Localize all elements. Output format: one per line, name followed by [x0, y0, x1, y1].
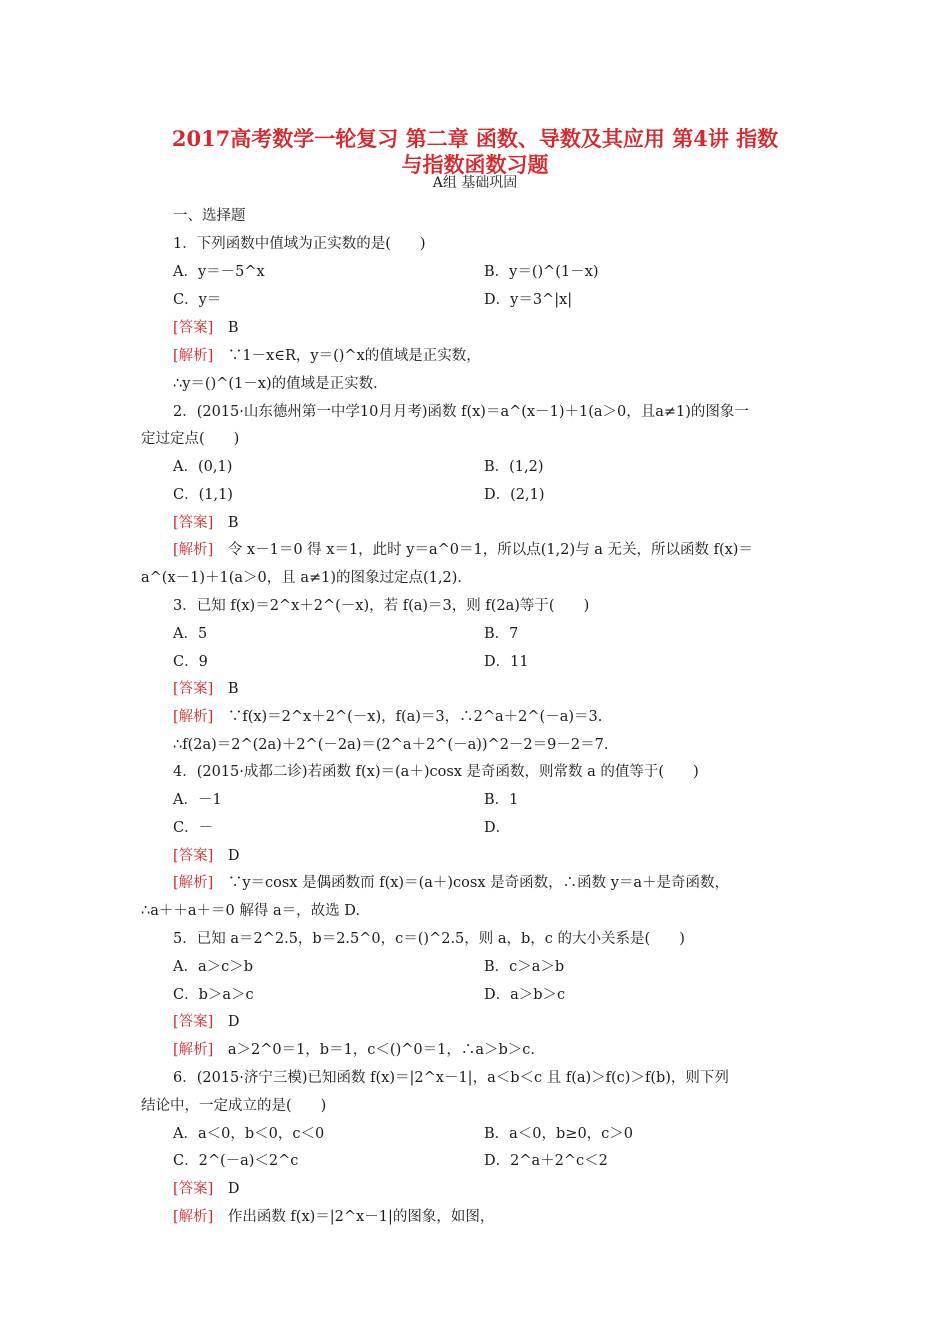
text-line: [173, 291, 221, 309]
answer-tag: [解析]: [173, 542, 214, 558]
text-line: [173, 235, 426, 253]
line-text: B．a＜0，b≥0，c＞0: [484, 1126, 634, 1142]
line-text: ∴y＝()^(1－x)的值域是正实数．: [173, 376, 388, 392]
text-line: [484, 1125, 633, 1143]
text-line: [173, 486, 233, 504]
document-title-line1: 2017高考数学一轮复习 第二章 函数、导数及其应用 第4讲 指数: [171, 126, 779, 151]
line-text: ∵1－x∈R，y＝()^x的值域是正实数，: [213, 348, 481, 364]
text-line: [484, 653, 529, 671]
line-text: B: [213, 681, 239, 697]
text-line: [173, 625, 207, 643]
document-title-line2: 与指数函数习题: [401, 152, 549, 177]
line-text: C．(1,1): [173, 487, 233, 503]
line-text: 令 x－1＝0 得 x＝1，此时 y＝a^0＝1，所以点(1,2)与 a 无关，所以函数 f(x)＝: [213, 542, 753, 558]
text-line: [173, 1152, 298, 1170]
line-text: 定过定点( ): [141, 431, 240, 447]
line-text: D: [213, 1014, 240, 1030]
text-line: [173, 1069, 729, 1087]
answer-tag: [解析]: [173, 709, 214, 725]
line-text: a＞2^0＝1，b＝1，c＜()^0＝1，∴a＞b＞c.: [213, 1042, 535, 1058]
text-line: [173, 1041, 535, 1059]
line-text: C．－: [173, 820, 214, 836]
text-line: [173, 847, 239, 865]
text-line: [173, 541, 753, 559]
line-text: B: [213, 320, 239, 336]
text-line: [173, 403, 749, 421]
line-text: ∵y＝cosx 是偶函数而 f(x)＝(a＋)cosx 是奇函数，∴函数 y＝a＋是奇函数，: [213, 875, 730, 891]
line-text: A．a＜0，b＜0，c＜0: [173, 1126, 325, 1142]
answer-tag: [解析]: [173, 875, 214, 891]
line-text: D．2^a＋2^c＜2: [484, 1153, 608, 1169]
text-line: [173, 819, 213, 837]
text-line: [173, 680, 238, 698]
text-line: [141, 430, 239, 448]
text-line: [484, 958, 564, 976]
text-line: [173, 653, 208, 671]
line-text: B．1: [484, 792, 519, 808]
text-line: [484, 819, 510, 837]
text-line: [173, 458, 232, 476]
line-text: ∴a＋＋a＋＝0 解得 a＝，故选 D.: [141, 903, 360, 919]
text-line: [173, 1125, 324, 1143]
line-text: A．y＝－5^x: [173, 264, 265, 280]
answer-tag: [答案]: [173, 1181, 214, 1197]
line-text: 4．(2015·成都二诊)若函数 f(x)＝(a＋)cosx 是奇函数，则常数 a 的值等于( ): [173, 764, 699, 780]
line-text: A．a＞c＞b: [173, 959, 254, 975]
text-line: [484, 791, 518, 809]
line-text: 3．已知 f(x)＝2^x＋2^(－x)，若 f(a)＝3，则 f(2a)等于( ): [173, 598, 590, 614]
text-line: [173, 930, 685, 948]
line-text: A．5: [173, 626, 208, 642]
line-text: ∴f(2a)＝2^(2a)＋2^(－2a)＝(2^a＋2^(－a))^2－2＝9－2＝7.: [173, 737, 609, 753]
line-text: 6．(2015·济宁三模)已知函数 f(x)＝|2^x－1|，a＜b＜c 且 f(a)＞f(c)＞f(b)，则下列: [173, 1070, 729, 1086]
line-text: 结论中，一定成立的是( ): [141, 1098, 327, 1114]
text-line: [173, 763, 699, 781]
text-line: [484, 986, 565, 1004]
line-text: a^(x－1)＋1(a＞0，且 a≠1)的图象过定点(1,2)．: [141, 570, 472, 586]
text-line: [484, 625, 518, 643]
text-line: [484, 1152, 608, 1170]
line-text: D．11: [484, 654, 529, 670]
line-text: D．y＝3^|x|: [484, 292, 573, 308]
line-text: 作出函数 f(x)＝|2^x－1|的图象，如图，: [213, 1209, 495, 1225]
line-text: C．y＝: [173, 292, 222, 308]
text-line: [141, 902, 360, 920]
answer-tag: [答案]: [173, 1014, 214, 1030]
section-heading: 一、选择题: [173, 208, 246, 224]
group-subtitle: A组 基础巩固: [432, 175, 518, 191]
text-line: [173, 514, 238, 532]
line-text: C．2^(－a)＜2^c: [173, 1153, 299, 1169]
text-line: [173, 1013, 239, 1031]
text-line: [173, 708, 602, 726]
answer-tag: [答案]: [173, 681, 214, 697]
text-line: [484, 263, 599, 281]
text-line: [173, 736, 608, 754]
line-text: D: [213, 1181, 240, 1197]
answer-tag: [解析]: [173, 1042, 214, 1058]
text-line: [173, 1208, 494, 1226]
text-line: [484, 486, 545, 504]
text-line: [484, 291, 572, 309]
line-text: 2．(2015·山东德州第一中学10月月考)函数 f(x)＝a^(x－1)＋1(a＞0，且a≠1)的图象一: [173, 404, 749, 420]
text-line: [173, 1180, 239, 1198]
line-text: ∵f(x)＝2^x＋2^(－x)，f(a)＝3，∴2^a＋2^(－a)＝3.: [213, 709, 603, 725]
text-line: [173, 958, 253, 976]
text-line: [173, 791, 222, 809]
line-text: 1．下列函数中值域为正实数的是( ): [173, 236, 426, 252]
line-text: A．(0,1): [173, 459, 233, 475]
text-line: [484, 458, 544, 476]
text-line: [141, 1097, 326, 1115]
text-line: [173, 319, 238, 337]
line-text: D．a＞b＞c: [484, 987, 566, 1003]
text-line: [173, 986, 254, 1004]
line-text: D．: [484, 820, 511, 836]
line-text: C．b＞a＞c: [173, 987, 254, 1003]
line-text: B．(1,2): [484, 459, 544, 475]
line-text: 5．已知 a＝2^2.5，b＝2.5^0，c＝()^2.5，则 a，b，c 的大小关系是( ): [173, 931, 685, 947]
text-line: [173, 347, 481, 365]
text-line: [173, 597, 589, 615]
answer-tag: [答案]: [173, 320, 214, 336]
line-text: C．9: [173, 654, 208, 670]
line-text: B．c＞a＞b: [484, 959, 565, 975]
answer-tag: [答案]: [173, 848, 214, 864]
line-text: D: [213, 848, 240, 864]
answer-tag: [答案]: [173, 515, 214, 531]
line-text: B．7: [484, 626, 519, 642]
answer-tag: [解析]: [173, 348, 214, 364]
line-text: D．(2,1): [484, 487, 545, 503]
answer-tag: [解析]: [173, 1209, 214, 1225]
text-line: [173, 874, 729, 892]
line-text: B: [213, 515, 239, 531]
line-text: B．y＝()^(1－x): [484, 264, 599, 280]
line-text: A．－1: [173, 792, 222, 808]
text-line: [173, 263, 265, 281]
text-line: [173, 375, 388, 393]
text-line: [141, 569, 472, 587]
